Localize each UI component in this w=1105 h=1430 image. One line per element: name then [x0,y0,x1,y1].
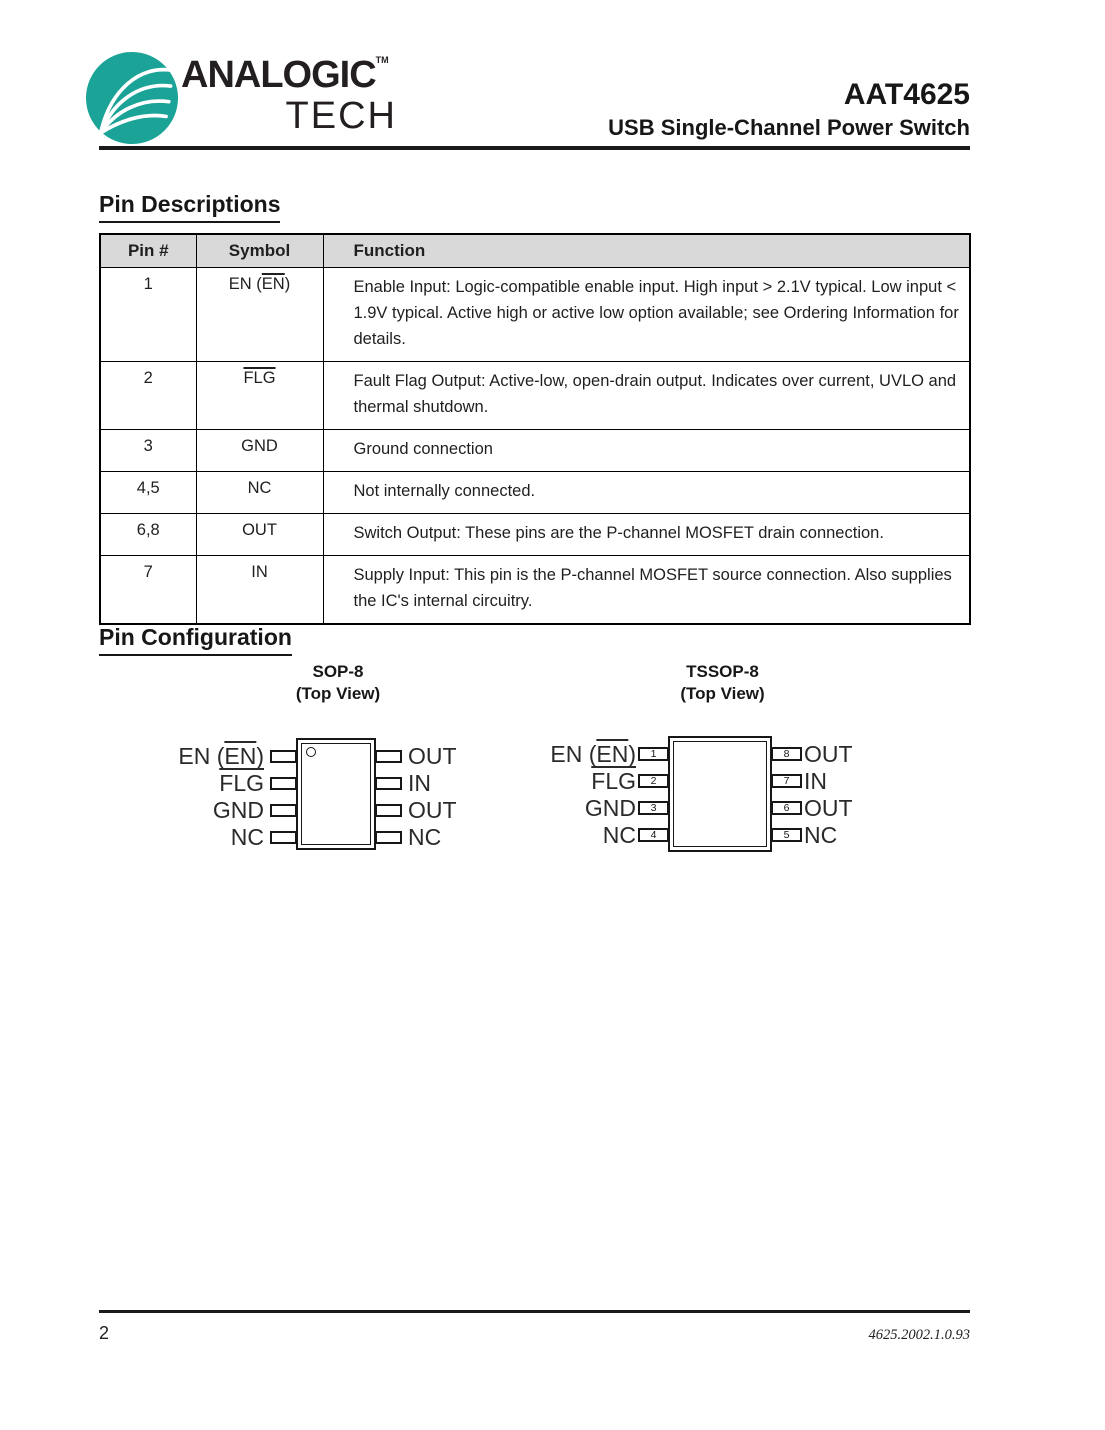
pin-number-cell: 1 [100,267,196,361]
sop8-package-diagram [178,662,498,867]
sop8-pin7-label: IN [408,770,431,796]
footer-divider [99,1310,970,1313]
tssop8-pin2-stub: 2 [638,774,669,788]
sop8-pin8-stub [375,750,402,763]
tssop8-pin5-stub: 5 [771,828,802,842]
column-header-symbol: Symbol [196,234,323,267]
pin-number-cell: 3 [100,429,196,471]
table-header-row [100,234,970,267]
symbol-cell: $\overline{FLG}$ [196,361,323,429]
pin-number-cell: 4,5 [100,471,196,513]
sop8-pin1-label: EN $(\overline{EN})$ [178,743,264,769]
trademark-symbol: TM [375,55,389,65]
logo-analogic-text: ANALOGIC™ [181,54,389,96]
tssop8-pin3-stub: 3 [638,801,669,815]
logo-tech-text: TECH [285,95,397,137]
tssop8-pin7-stub: 7 [771,774,802,788]
tssop8-package-diagram [550,662,895,867]
tssop8-pin2-label: $\overline{FLG}$ [591,768,636,794]
tssop8-pin6-label: OUT [804,795,853,821]
tssop8-pin6-stub: 6 [771,801,802,815]
pin-number-cell: 2 [100,361,196,429]
sop8-pin4-stub [270,831,297,844]
sop8-title: SOP-8 [312,662,364,681]
tssop8-pin7-label: IN [804,768,827,794]
sop8-pin5-label: NC [408,824,442,850]
sop8-pin6-stub [375,804,402,817]
symbol-cell: NC [196,471,323,513]
function-cell: Switch Output: These pins are the P-channel MOSFET drain connection. [323,513,970,555]
function-cell: Not internally connected. [323,471,970,513]
function-cell: Enable Input: Logic-compatible enable input. High input > 2.1V typical. Low input < 1.9V typical. Active high or active low option available; see Ordering Information for details. [323,267,970,361]
tssop8-top-view-label: (Top View) [680,684,765,703]
part-number-title: AAT4625 [843,78,970,111]
page-number: 2 [99,1323,110,1343]
sop8-pin8-label: OUT [408,743,457,769]
sop8-chip-inner-outline [301,743,371,845]
table-row [100,471,970,513]
table-row [100,361,970,429]
function-cell: Supply Input: This pin is the P-channel MOSFET source connection. Also supplies the IC's internal circuitry. [323,555,970,624]
tssop8-pin8-label: OUT [804,741,853,767]
tssop8-pin4-label: NC [602,822,636,848]
symbol-cell: IN [196,555,323,624]
sop8-pin5-stub [375,831,402,844]
sop8-pin3-stub [270,804,297,817]
logo-wordmark [181,56,397,135]
tssop8-pin5-label: NC [804,822,838,848]
function-cell: Ground connection [323,429,970,471]
symbol-cell: GND [196,429,323,471]
table-row [100,267,970,361]
sop8-pin7-stub [375,777,402,790]
tssop8-pin1-label: EN $(\overline{EN})$ [550,741,636,767]
sop8-pin4-label: NC [230,824,264,850]
tssop8-pin3-label: GND [584,795,636,821]
pin-descriptions-heading: Pin Descriptions [99,191,280,223]
header-divider [99,146,970,150]
sop8-chip-body [296,738,376,850]
table-row [100,429,970,471]
table-row [100,513,970,555]
sop8-top-view-label: (Top View) [295,684,381,703]
sop8-pin6-label: OUT [408,797,457,823]
pin1-indicator-dot [306,747,316,757]
sop8-pin1-stub [270,750,297,763]
sop8-pin2-stub [270,777,297,790]
pin-descriptions-table [99,233,971,625]
tssop8-pin4-stub: 4 [638,828,669,842]
document-revision-code: 4625.2002.1.0.93 [868,1327,970,1343]
symbol-cell: EN $(\overline{EN})$ [196,267,323,361]
sop8-pin3-label: GND [212,797,264,823]
tssop8-chip-body [668,736,772,852]
tssop8-title: TSSOP-8 [686,662,759,681]
sop8-pin2-label: $\overline{FLG}$ [219,770,264,796]
document-subtitle: USB Single-Channel Power Switch [608,115,970,140]
symbol-cell: OUT [196,513,323,555]
column-header-function: Function [323,234,970,267]
table-row [100,555,970,624]
tssop8-pin8-stub: 8 [771,747,802,761]
function-cell: Fault Flag Output: Active-low, open-drain output. Indicates over current, UVLO and thermal shutdown. [323,361,970,429]
tssop8-chip-inner-outline [673,741,767,847]
analogictech-leaf-logo-icon [86,52,178,144]
pin-number-cell: 7 [100,555,196,624]
pin-configuration-heading: Pin Configuration [99,624,292,656]
tssop8-pin1-stub: 1 [638,747,669,761]
pin-number-cell: 6,8 [100,513,196,555]
column-header-pin: Pin # [100,234,196,267]
